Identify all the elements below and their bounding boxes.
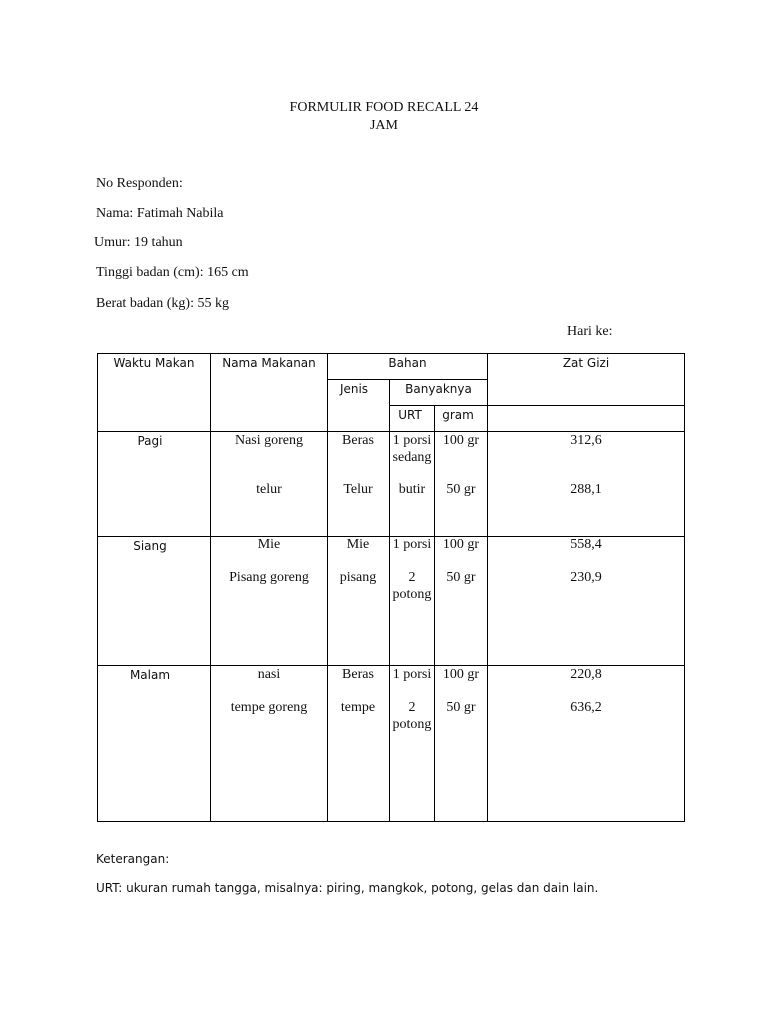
header-banyaknya: Banyaknya xyxy=(405,382,472,396)
notes-text: URT: ukuran rumah tangga, misalnya: piring, mangkok, potong, gelas dan dain lain. xyxy=(96,881,599,895)
table-col-line-1 xyxy=(210,353,211,822)
field-responden: No Responden: xyxy=(96,176,183,191)
meal-time: Malam xyxy=(129,668,171,682)
gram-value: 100 gr xyxy=(442,537,480,552)
food-name: telur xyxy=(256,482,282,497)
field-tinggi: Tinggi badan (cm): 165 cm xyxy=(96,265,249,280)
table-col-line-2 xyxy=(327,353,328,822)
urt-value-cont: potong xyxy=(392,717,432,732)
gram-value: 50 gr xyxy=(446,570,476,585)
gram-value: 100 gr xyxy=(442,433,480,448)
ingredient-type: Telur xyxy=(343,482,373,497)
gram-value: 50 gr xyxy=(446,700,476,715)
gram-value: 100 gr xyxy=(442,667,480,682)
urt-value: butir xyxy=(398,482,426,497)
field-berat: Berat badan (kg): 55 kg xyxy=(96,296,229,311)
table-border-bottom xyxy=(97,821,685,822)
form-title-line2: JAM xyxy=(369,118,398,133)
nutrient-value: 558,4 xyxy=(570,537,602,552)
header-bahan: Bahan xyxy=(388,356,427,370)
meal-time: Siang xyxy=(133,539,167,553)
ingredient-type: Beras xyxy=(342,433,374,448)
header-waktu-makan: Waktu Makan xyxy=(113,356,195,370)
table-line-bahan-sub xyxy=(328,379,488,380)
header-jenis: Jenis xyxy=(339,382,369,396)
field-hari: Hari ke: xyxy=(567,324,613,339)
form-title-line1: FORMULIR FOOD RECALL 24 xyxy=(289,100,479,115)
header-nama-makanan: Nama Makanan xyxy=(222,356,316,370)
food-name: tempe goreng xyxy=(230,700,308,715)
urt-value: 1 porsi xyxy=(392,433,432,448)
nutrient-value: 220,8 xyxy=(570,667,602,682)
table-border-top xyxy=(97,353,685,354)
ingredient-type: Beras xyxy=(342,667,374,682)
urt-value: 2 xyxy=(408,570,416,585)
urt-value: 1 porsi xyxy=(392,667,432,682)
table-col-line-4 xyxy=(434,405,435,822)
food-name: nasi xyxy=(257,667,281,682)
ingredient-type: tempe xyxy=(340,700,376,715)
gram-value: 50 gr xyxy=(446,482,476,497)
nutrient-value: 636,2 xyxy=(570,700,602,715)
nutrient-value: 312,6 xyxy=(570,433,602,448)
field-umur: Umur: 19 tahun xyxy=(94,235,183,250)
urt-value: 1 porsi xyxy=(392,537,432,552)
header-urt: URT xyxy=(398,408,422,422)
nutrient-value: 230,9 xyxy=(570,570,602,585)
urt-value-cont: sedang xyxy=(392,450,432,465)
food-name: Pisang goreng xyxy=(229,570,309,585)
field-nama: Nama: Fatimah Nabila xyxy=(96,206,224,221)
urt-value-cont: potong xyxy=(392,587,432,602)
header-zat-gizi: Zat Gizi xyxy=(562,356,610,370)
table-col-line-5 xyxy=(487,353,488,822)
table-border-left xyxy=(97,353,98,822)
header-gram: gram xyxy=(442,408,474,422)
ingredient-type: Mie xyxy=(346,537,370,552)
nutrient-value: 288,1 xyxy=(570,482,602,497)
food-name: Mie xyxy=(257,537,281,552)
urt-value: 2 xyxy=(408,700,416,715)
ingredient-type: pisang xyxy=(339,570,377,585)
food-name: Nasi goreng xyxy=(234,433,304,448)
notes-label: Keterangan: xyxy=(96,852,170,866)
meal-time: Pagi xyxy=(137,434,163,448)
table-border-right xyxy=(684,353,685,822)
